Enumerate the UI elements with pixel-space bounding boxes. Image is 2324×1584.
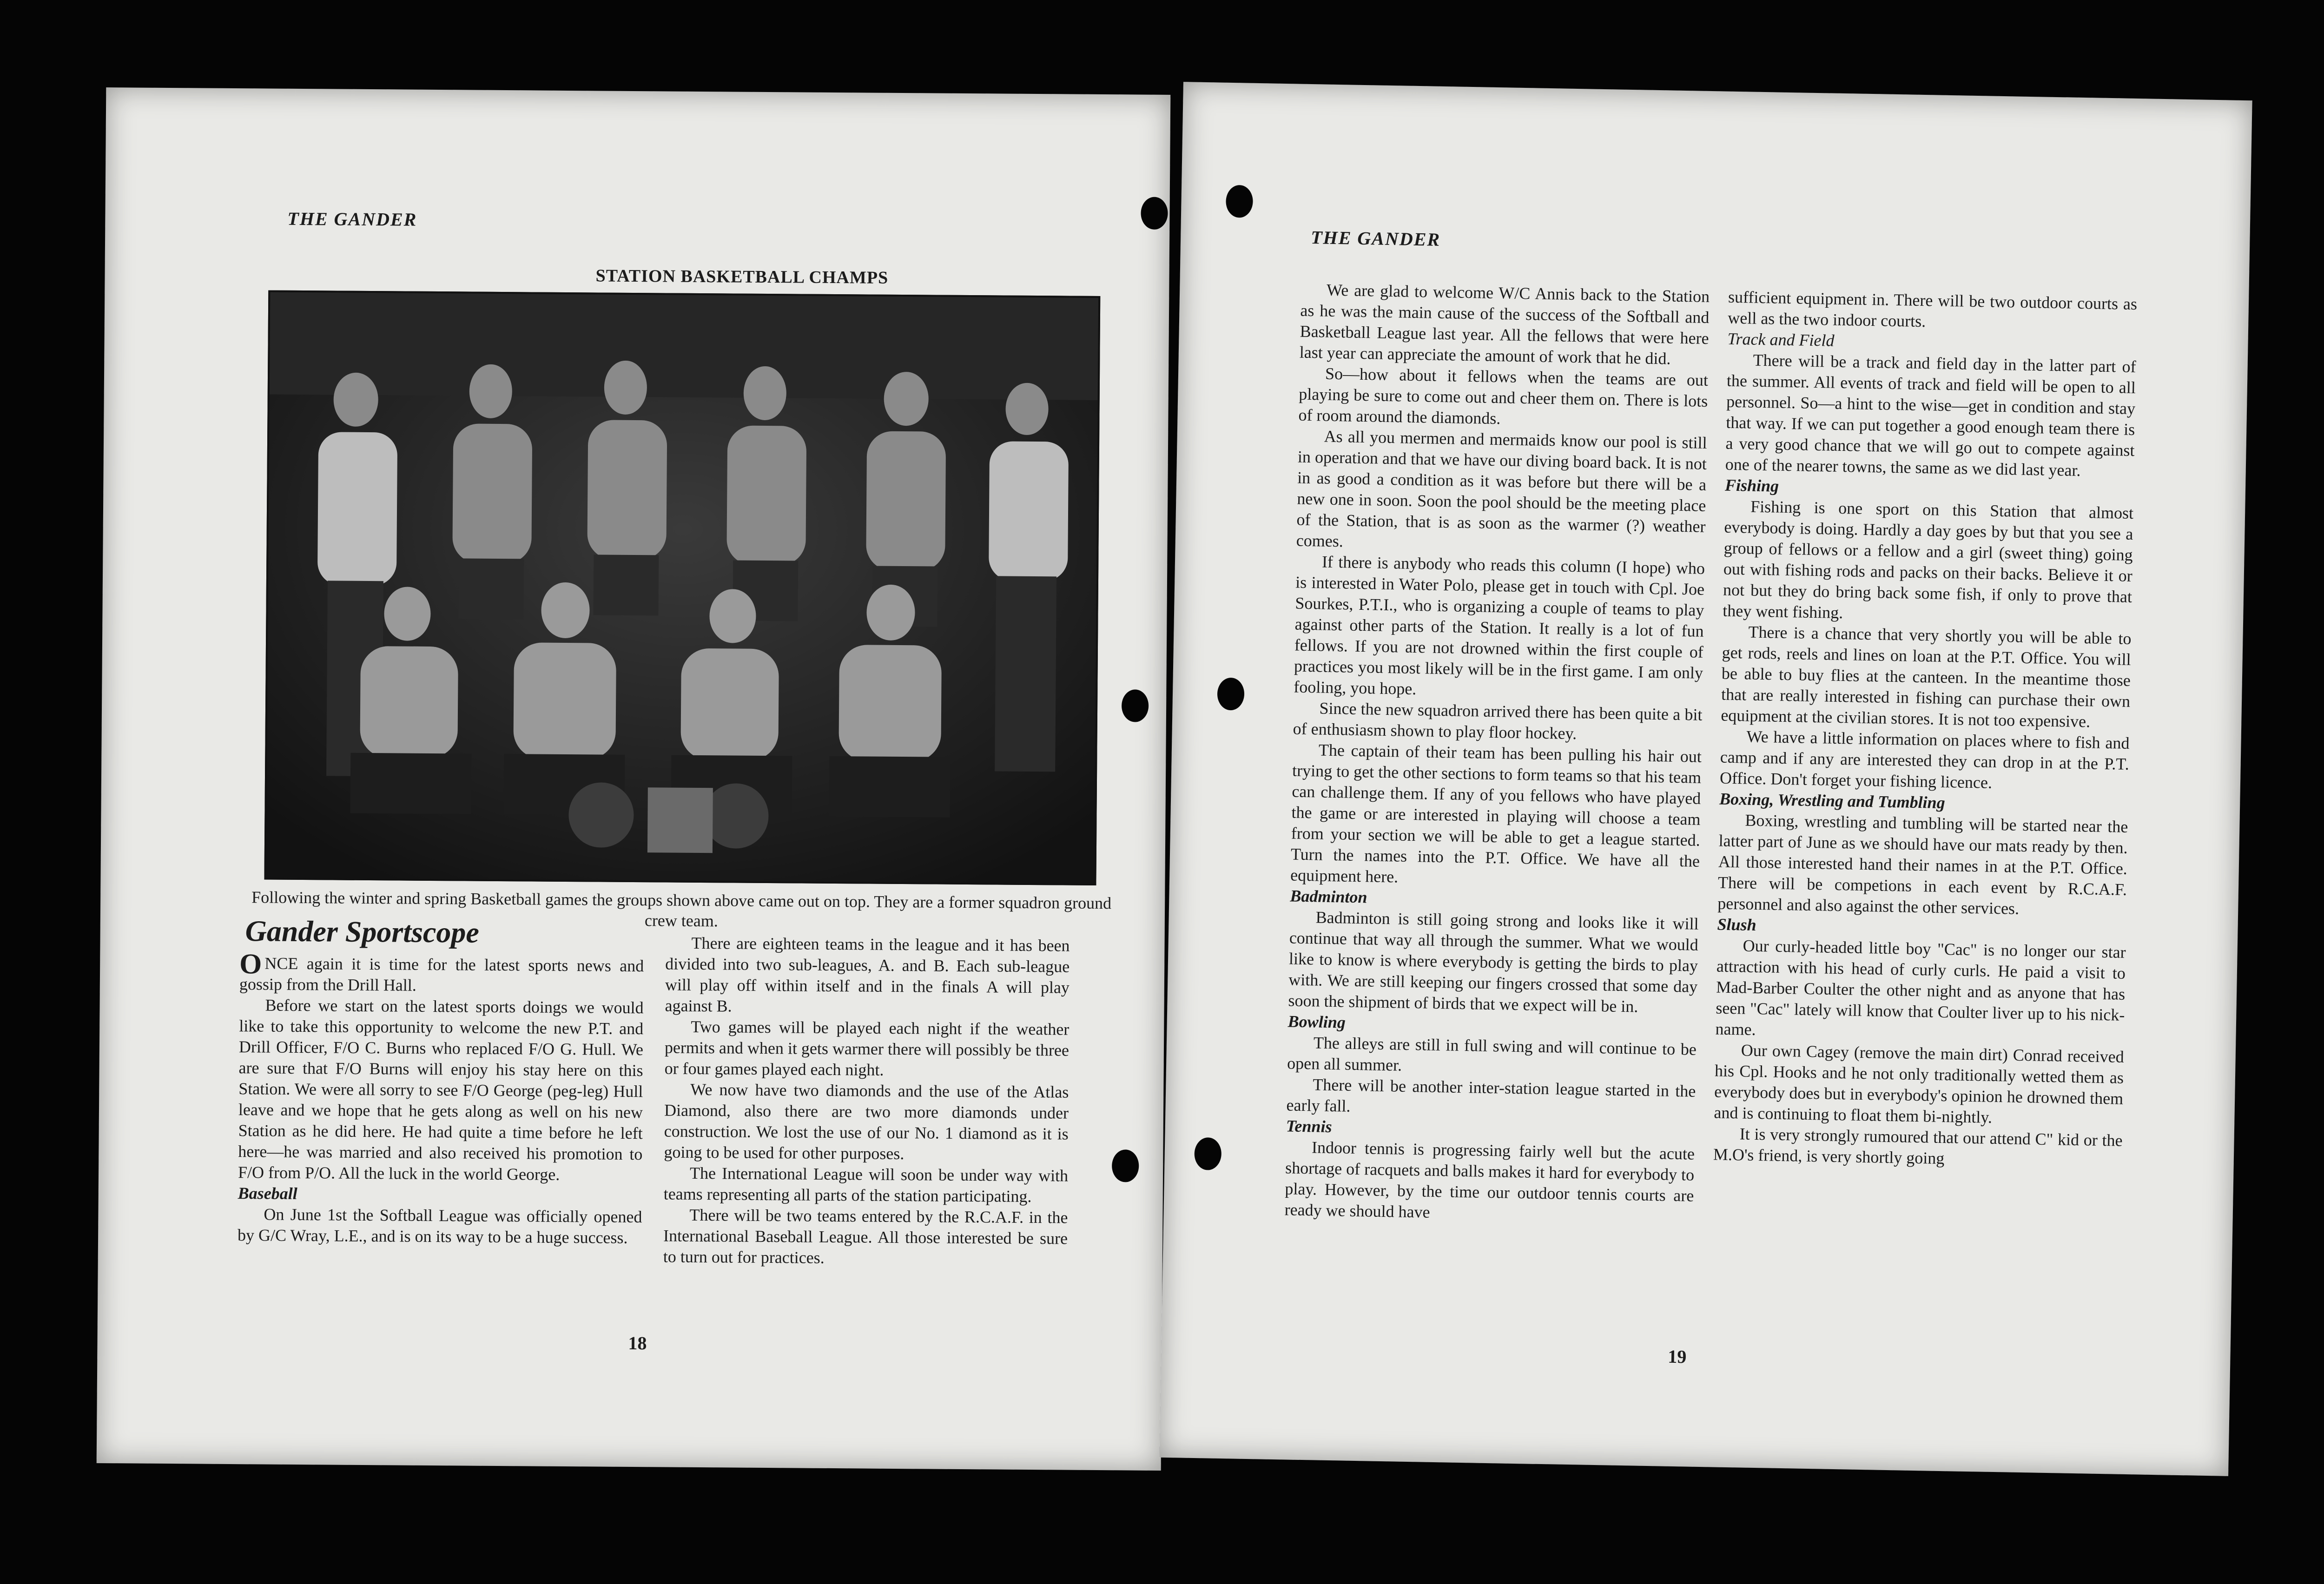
paragraph: The International League will soon be under way with teams representing all parts of the station participating.: [663, 1163, 1069, 1206]
intro-paragraph: ONCE again it is time for the latest sports news and gossip from the Drill Hall.: [239, 948, 644, 995]
paragraph: There is a chance that very shortly you will be able to get rods, reels and lines on loan at the P.T. Office. You will be able to buy flies at the canteen. In the meantime those that are really interested in fishing can purchase their own equipment at the civilian stores. It is not too expensive.: [1721, 622, 2132, 731]
binder-hole: [1226, 185, 1253, 218]
paragraph: We are glad to welcome W/C Annis back to the Station as he was the main cause of the success of the Softball and Basketball League last year. All the fellows that were here last year can appreciate the amount of work that he did.: [1299, 280, 1710, 368]
right-running-head: THE GANDER: [1310, 226, 1441, 250]
paragraph: It is very strongly rumoured that our attend C" kid or the M.O's friend, is very shortly going: [1713, 1124, 2123, 1168]
binder-hole: [1217, 678, 1244, 711]
subhead-badminton: Badminton: [1290, 886, 1367, 907]
binder-hole: [1194, 1137, 1221, 1170]
right-page: [1159, 82, 2252, 1476]
photo-caption: Following the winter and spring Basketball games the groups shown above came out on top. They are a former squadron ground crew team.: [251, 888, 1112, 931]
subhead-boxing: Boxing, Wrestling and Tumbling: [1719, 789, 1946, 812]
subhead-slush: Slush: [1717, 915, 1756, 934]
paragraph: We have a little information on places where to fish and camp and if any are interested they can drop in at the P.T. Office. Don't forget your fishing licence.: [1719, 727, 2130, 792]
paragraph: Indoor tennis is progressing fairly well but the acute shortage of racquets and balls makes it hard for everybody to play. However, by the time our outdoor tennis courts are ready we should have: [1284, 1138, 1695, 1221]
subhead-tennis: Tennis: [1286, 1116, 1332, 1136]
paragraph: The alleys are still in full swing and will continue to be open all summer.: [1287, 1033, 1697, 1075]
right-column-2: [1713, 287, 2138, 1172]
paragraph: Since the new squadron arrived there has been quite a bit of enthusiasm shown to play floor hockey.: [1293, 699, 1703, 743]
paragraph: If there is anybody who reads this column (I hope) who is interested in Water Polo, please get in touch with Cpl. Joe Sourkes, P.T.I., who is organizing a couple of teams to play against other parts of the Station. It really is a lot of fun fellows. If you are not drowned within the first couple of practices you most likely will be in the first game. I am only fooling, you hope.: [1293, 552, 1705, 699]
team-photo: [264, 290, 1100, 885]
paragraph: Our curly-headed little boy "Cac" is no longer our star attraction with his head of curly curls. He paid a visit to Mad-Barber Coulter the other night and as anyone that has seen "Cac" lately will know that Coulter liver up to his nick-name.: [1715, 936, 2126, 1039]
paragraph: Two games will be played each night if the weather permits and when it gets warmer there will possibly be three or four games played each night.: [664, 1017, 1070, 1079]
binder-hole: [1141, 197, 1168, 230]
paragraph: There will be another inter-station league started in the early fall.: [1286, 1075, 1696, 1115]
paragraph: sufficient equipment in. There will be two outdoor courts as well as the two indoor courts.: [1727, 287, 2138, 331]
paragraph: As all you mermen and mermaids know our pool is still in operation and that we have our diving board back. It is not in as good a condition as it was before but there will be a new one in soon. Soon the pool should be the meeting place of the Station, that is as soon as the warmer (?) weather comes.: [1296, 427, 1707, 551]
paragraph: We now have two diamonds and the use of the Atlas Diamond, also there are two more diamonds under construction. We lost the use of our No. 1 diamond as it is going to be used for other purposes.: [664, 1080, 1069, 1163]
right-column-1: [1284, 279, 1710, 1228]
left-running-head: THE GANDER: [287, 208, 417, 230]
paragraph: The captain of their team has been pulling his hair out trying to get the other sections to form teams so that his team can challenge them. If any of you fellows who have played the game or are interested in playing will choose a team from your section we will be able to get a league started. Turn the names into the P.T. Office. We have all the equipment here.: [1290, 740, 1702, 886]
paragraph: There are eighteen teams in the league and it has been divided into two sub-leagues, A. and B. Each sub-league will play off within itself and in the finals A will play against B.: [665, 933, 1070, 1016]
subhead-baseball: Baseball: [238, 1184, 297, 1203]
headline: Gander Sportscope: [245, 914, 480, 949]
subhead-track-and-field: Track and Field: [1727, 329, 1835, 350]
paragraph: Boxing, wrestling and tumbling will be started near the latter part of June as we should have our mats ready by then. All those interested hand their names in at the P.T. Office. There will be competions in each event by R.C.A.F. personnel and also against the other services.: [1717, 811, 2128, 918]
page-number-left: 18: [628, 1332, 647, 1354]
left-column-2: [663, 932, 1070, 1270]
paragraph: Our own Cagey (remove the main dirt) Conrad received his Cpl. Hooks and he not only traditionally wetted them as everybody does but in everybody's opinion he drowned them and is continuing to float them bi-nightly.: [1714, 1041, 2125, 1127]
paragraph: There will be two teams entered by the R.C.A.F. in the International Baseball League. All those interested be sure to turn out for practices.: [663, 1205, 1068, 1267]
paragraph: Before we start on the latest sports doings we would like to take this opportunity to welcome the new P.T. and Drill Officer, F/O C. Burns who replaced F/O G. Hull. We are sure that F/O Burns will enjoy his stay here on this Station. We were all sorry to see F/O George (peg-leg) Hull leave and we hope that he gets along as well on his new Station as he did here. He had quite a time before he left here—he was married and also received his promotion to F/O from P/O. All the luck in the world George.: [238, 996, 644, 1184]
paragraph: On June 1st the Softball League was officially opened by G/C Wray, L.E., and is on its way to be a huge success.: [237, 1205, 642, 1247]
paragraph: There will be a track and field day in the latter part of the summer. All events of track and field will be open to all personnel. So—a hint to the wise—get in condition and stay that way. If we can put together a good enough team there is a very good chance that we will go out to compete against one of the nearer towns, the same as we did last year.: [1725, 350, 2136, 480]
page-number-right: 19: [1667, 1346, 1687, 1367]
paragraph: So—how about it fellows when the teams are out playing be sure to come out and cheer them on. There is lots of room around the diamonds.: [1298, 364, 1709, 428]
left-page: [97, 87, 1171, 1471]
paragraph: Fishing is one sport on this Station that almost everybody is doing. Hardly a day goes by but that you see a group of fellows or a fellow and a girl (sweet thing) going out with fishing rods and packs on their backs. Believe it or not but they do bring back some fish, if only to prove that they went fishing.: [1722, 497, 2134, 622]
photo-title: STATION BASKETBALL CHAMPS: [595, 266, 889, 288]
subhead-fishing: Fishing: [1724, 475, 1779, 495]
left-column-1: [237, 948, 644, 1248]
team-photo-image: [266, 292, 1098, 884]
subhead-bowling: Bowling: [1287, 1012, 1346, 1032]
binder-hole: [1112, 1149, 1139, 1182]
paragraph: Badminton is still going strong and looks like it will continue that way all through the summer. What we would like to know is where everybody is getting the birds to play with. We are still keeping our fingers crossed that some day soon the shipment of birds that we expect will be in.: [1288, 908, 1699, 1016]
binder-hole: [1122, 689, 1149, 722]
